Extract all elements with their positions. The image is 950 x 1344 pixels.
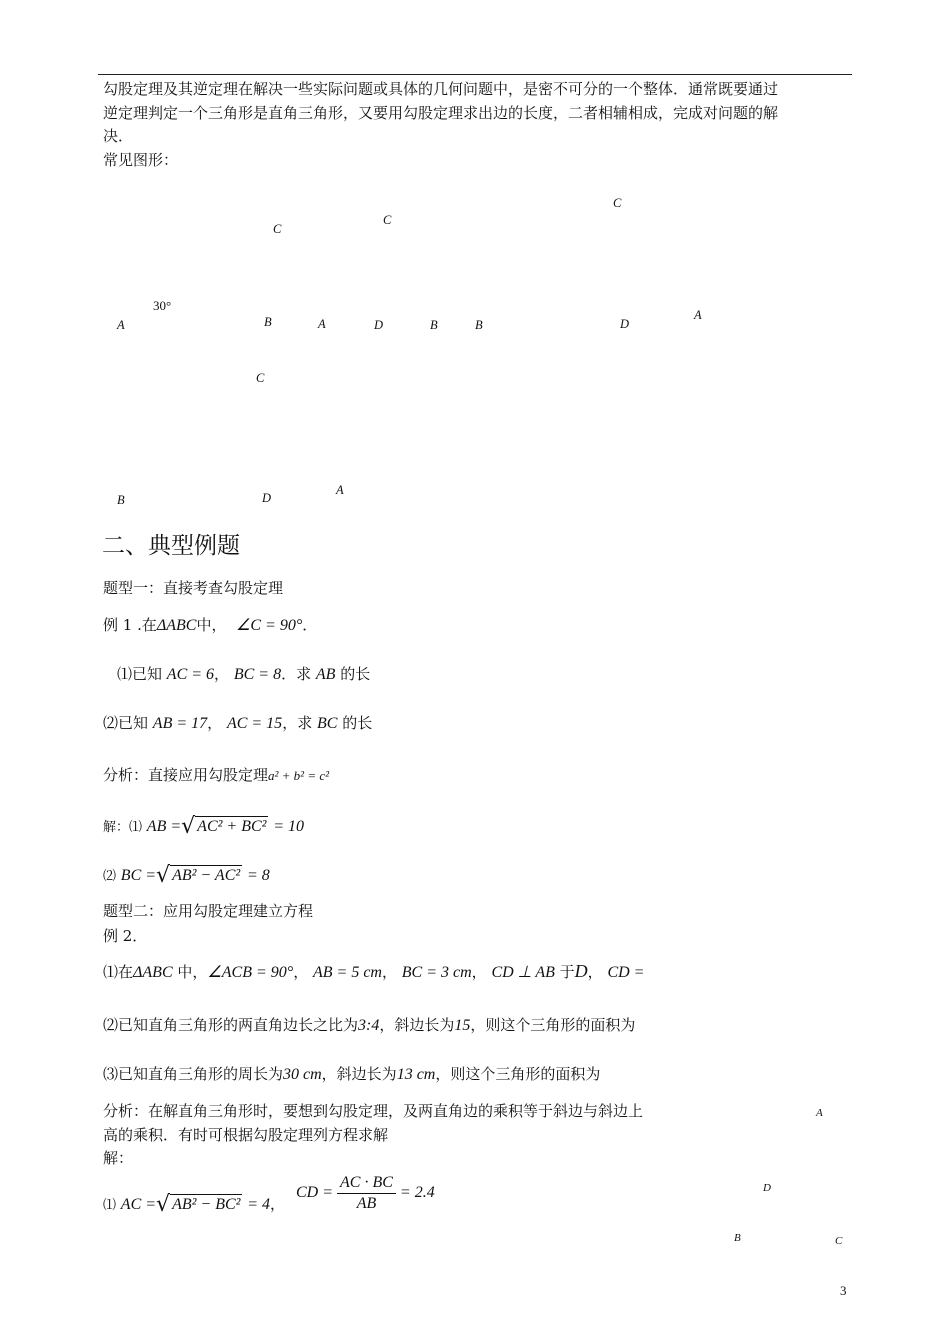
- fig5-label-a: A: [816, 1107, 823, 1119]
- fig2-label-c: C: [383, 213, 392, 227]
- ex1-question-1: ⑴已知 AC = 6， BC = 8．求 AB 的长: [117, 665, 371, 683]
- fig1-label-a: A: [117, 318, 125, 332]
- fig5-label-d: D: [763, 1182, 771, 1194]
- ex1-analysis: 分析：直接应用勾股定理a² + b² = c²: [103, 766, 330, 784]
- example-2: 例 2．: [103, 927, 148, 945]
- page-number: 3: [840, 1283, 847, 1298]
- ex1-solution-1: 解：⑴ AB =√ AC² + BC² = 10: [103, 814, 305, 839]
- common-figures-label: 常见图形：: [103, 150, 179, 169]
- intro-line-3: 决．: [103, 127, 134, 145]
- fig1-label-c: C: [273, 222, 282, 236]
- ex2-solution-1: ⑴ AC =√ AB² − BC² = 4，: [103, 1192, 286, 1217]
- header-rule: [98, 74, 852, 75]
- ex2-question-1: ⑴在ΔABC 中，∠ACB = 90°， AB = 5 cm， BC = 3 cm， CD ⊥ AB 于D， CD =: [103, 961, 645, 981]
- ex1-solution-2: ⑵ BC =√ AB² − AC² = 8: [103, 863, 270, 888]
- intro-paragraph: [103, 78, 778, 172]
- fig3-label-a: A: [694, 308, 702, 322]
- ex2-analysis: 分析：在解直角三角形时，要想到勾股定理，及两直角边的乘积等于斜边与斜边上 高的乘积．有时可根据勾股定理列方程求解 解：: [103, 1100, 643, 1171]
- ex1-triangle: ΔABC: [156, 617, 197, 634]
- fig5-label-b: B: [734, 1232, 741, 1244]
- ex1-question-2: ⑵已知 AB = 17， AC = 15，求 BC 的长: [103, 714, 373, 732]
- fig2-label-a: A: [318, 317, 326, 331]
- fig3-label-c: C: [613, 196, 622, 210]
- fig1-angle-label: 30°: [153, 298, 172, 313]
- ex2-question-2: ⑵已知直角三角形的两直角边长之比为3:4，斜边长为15，则这个三角形的面积为: [103, 1016, 636, 1034]
- fig5-label-c: C: [835, 1235, 843, 1247]
- fig1-label-b: B: [264, 315, 272, 329]
- fig2-label-b: B: [430, 318, 438, 332]
- fig4-label-a: A: [336, 483, 344, 497]
- ex1-angle: ∠C = 90°: [236, 617, 303, 634]
- intro-line-1: 勾股定理及其逆定理在解决一些实际问题或具体的几何问题中，是密不可分的一个整体．通常既要通过: [103, 80, 779, 98]
- type2-title: 题型二：应用勾股定理建立方程: [103, 902, 314, 920]
- fig4-label-d: D: [262, 491, 272, 505]
- type1-title: 题型一：直接考查勾股定理: [103, 579, 284, 597]
- ex2-solution-cd: CD = $\frac{AC \cdot BC}{AB}$ = 2.4: [296, 1174, 435, 1212]
- fig4-label-b: B: [117, 493, 125, 507]
- fig3-label-d: D: [620, 317, 630, 331]
- section-title: 二、典型例题: [102, 533, 240, 559]
- intro-line-2: 逆定理判定一个三角形是直角三角形，又要用勾股定理求出边的长度，二者相辅相成，完成对问题的解: [103, 103, 779, 122]
- ex2-question-3: ⑶已知直角三角形的周长为30 cm，斜边长为13 cm，则这个三角形的面积为: [103, 1065, 601, 1083]
- fig3-label-b: B: [475, 318, 483, 332]
- fig2-label-d: D: [374, 318, 384, 332]
- example-1: 例 1 .在ΔABC中， ∠C = 90°．: [103, 616, 318, 634]
- fig4-label-c: C: [256, 371, 265, 385]
- pythagorean-formula: a² + b² = c²: [268, 768, 330, 783]
- cd-fraction: $\frac{AC \cdot BC}{AB}$: [337, 1174, 396, 1213]
- ex2-solution-label: 解：: [103, 1149, 134, 1167]
